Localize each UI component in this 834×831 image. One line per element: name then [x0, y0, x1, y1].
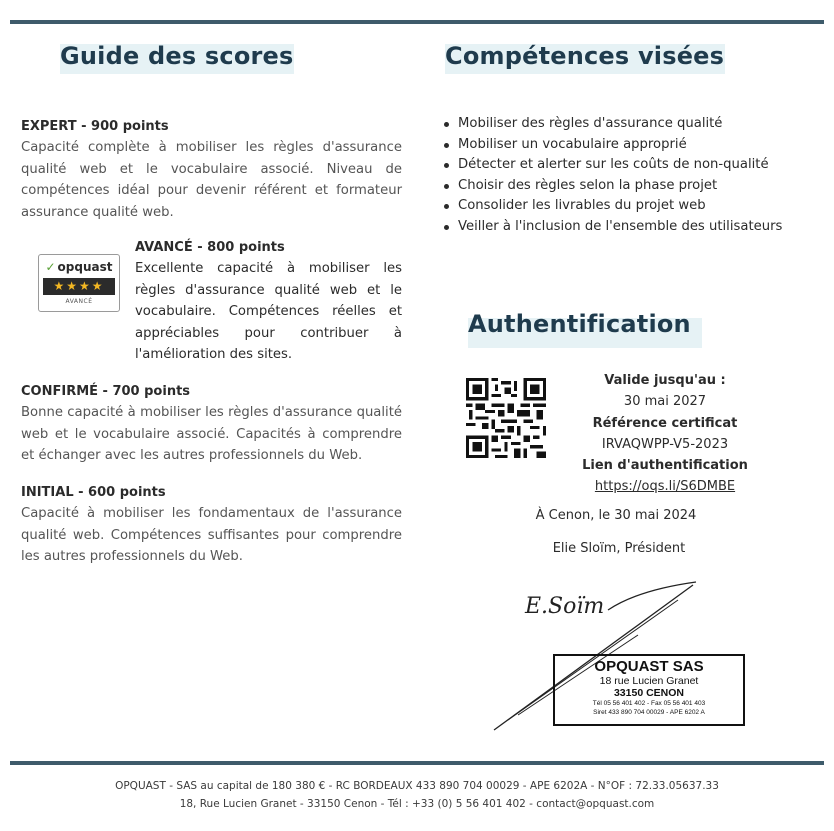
ref-label: Référence certificat [592, 415, 738, 431]
level-initial-text: Capacité à mobiliser les fondamentaux de l'assurance qualité web. Compétences suffisantes pour comprendre les autres professionnels du Web. [21, 506, 402, 564]
stamp-city: 33150 CENON [613, 687, 685, 699]
level-confirme-title: CONFIRMÉ - 700 points [21, 384, 191, 399]
ref-value: IRVAQWPP-V5-2023 [601, 436, 729, 452]
level-expert-title: EXPERT - 900 points [21, 119, 169, 134]
stamp-siret: Siret 433 890 704 00029 - APE 6202 A [593, 709, 705, 716]
skill-item: Veiller à l'inclusion de l'ensemble des utilisateurs [444, 217, 824, 238]
footer-line-1: OPQUAST - SAS au capital de 180 380 € - RC BORDEAUX 433 890 704 00029 - APE 6202A - N°OF : 72.33.05637.33 [115, 780, 719, 792]
top-rule [10, 20, 824, 24]
auth-link[interactable]: https://oqs.li/S6DMBE [594, 479, 736, 495]
level-avance-text: Excellente capacité à mobiliser les règles d'assurance qualité web et le vocabulaire. Compétences réelles et appréciables pour contribuer à l'amélioration des sites. [135, 261, 402, 362]
skill-item: Consolider les livrables du projet web [444, 196, 824, 217]
place-date: À Cenon, le 30 mai 2024 [535, 508, 697, 523]
auth-title: Authentification [468, 310, 691, 338]
level-expert-text: Capacité complète à mobiliser les règles d'assurance qualité web et le vocabulaire associé. Niveau de compétences idéal pour devenir référent et formateur assurance qualité web. [21, 140, 402, 220]
auth-details [560, 370, 770, 498]
company-stamp [553, 654, 745, 726]
level-avance-title: AVANCÉ - 800 points [135, 240, 285, 255]
guide-title: Guide des scores [60, 42, 294, 70]
stamp-company: OPQUAST SAS [594, 658, 704, 675]
skill-item: Mobiliser un vocabulaire approprié [444, 135, 824, 156]
qr-code-icon [466, 378, 546, 458]
opquast-check-icon: ✓ [45, 260, 56, 274]
skill-item: Détecter et alerter sur les coûts de non-qualité [444, 155, 824, 176]
link-label: Lien d'authentification [582, 458, 748, 474]
skills-title: Compétences visées [445, 42, 725, 70]
badge-logo [39, 260, 119, 274]
valid-date: 30 mai 2027 [623, 394, 707, 410]
signatory: Elie Sloïm, Président [552, 541, 686, 556]
footer-line-2: 18, Rue Lucien Granet - 33150 Cenon - Tél : +33 (0) 5 56 401 402 - contact@opquast.com [179, 798, 655, 810]
level-confirme-text: Bonne capacité à mobiliser les règles d'assurance qualité web et le vocabulaire associé. Capacités à comprendre et échanger avec les autres professionnels du Web. [21, 405, 402, 463]
skill-item: Mobiliser des règles d'assurance qualité [444, 114, 824, 135]
level-initial-title: INITIAL - 600 points [21, 485, 166, 500]
badge-stars: ★★★★ [43, 278, 115, 295]
stamp-phone: Tél 05 56 401 402 - Fax 05 56 401 403 [592, 700, 706, 707]
bottom-rule [10, 761, 824, 765]
skill-item: Choisir des règles selon la phase projet [444, 176, 824, 197]
badge-level: AVANCÉ [65, 298, 93, 305]
skills-list [444, 114, 824, 237]
signature: E.Soïm [525, 594, 605, 619]
opquast-badge [38, 254, 120, 312]
badge-logo-text: opquast [57, 260, 113, 274]
valid-label: Valide jusqu'au : [604, 373, 726, 388]
stamp-street: 18 rue Lucien Granet [599, 675, 699, 687]
